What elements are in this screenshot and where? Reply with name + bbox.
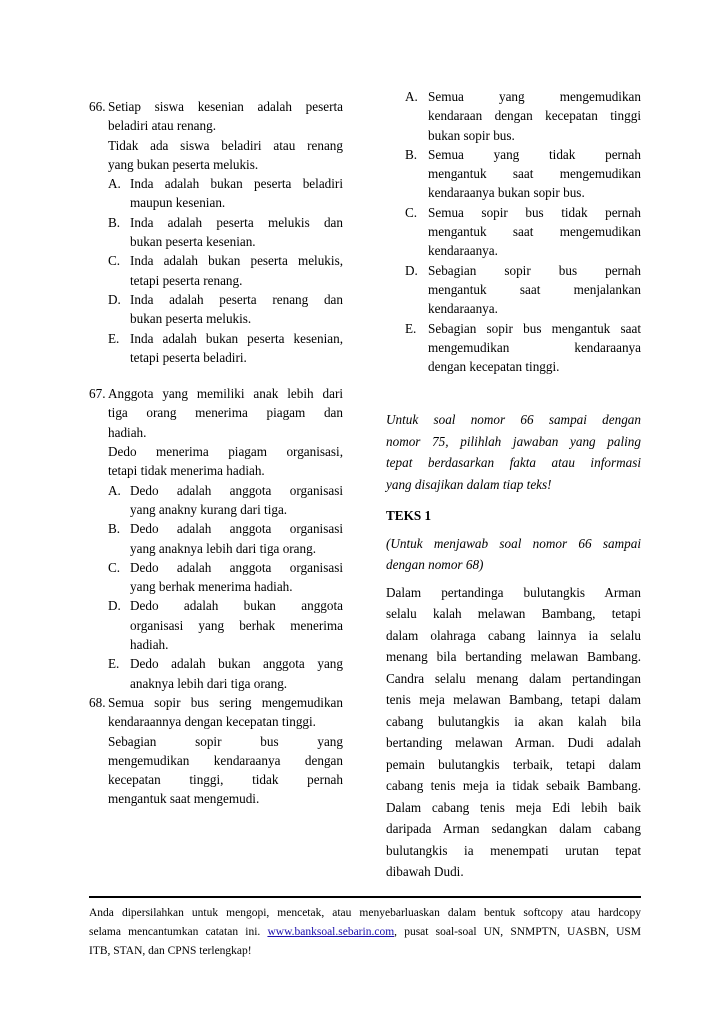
option-letter: D. (108, 291, 121, 307)
option-67-a (108, 481, 343, 520)
left-column (89, 97, 343, 809)
option-line: Dedo adalah bukan anggota (130, 598, 343, 614)
option-letter: D. (405, 262, 418, 278)
passage-line: Dalam pertandinga bulutangkis Arman (386, 584, 641, 600)
passage-line: bulutangkis ia menempati urutan tepat (386, 842, 641, 858)
question-stem-line: mengantuk saat mengemudi. (108, 791, 260, 807)
option-line: Dedo adalah anggota organisasi (130, 559, 343, 575)
option-line: Semua yang tidak pernah (428, 146, 641, 162)
question-stem-line: mengemudikan kendaraanya dengan (108, 752, 343, 768)
footer-text: , pusat soal-soal UN, SNMPTN, UASBN, USM (394, 926, 641, 938)
question-stem-line: tetapi tidak menerima hadiah. (108, 463, 265, 479)
option-letter: A. (405, 89, 418, 104)
option-line: kendaraanya. (428, 301, 498, 317)
passage (386, 582, 641, 883)
option-67-e (108, 654, 343, 693)
option-67-b (108, 519, 343, 558)
option-letter: E. (108, 656, 120, 672)
option-67-d (108, 596, 343, 654)
option-line: yang berhak menerima hadiah. (130, 579, 293, 595)
question-number: 66. (89, 99, 106, 114)
option-68-e (405, 319, 641, 377)
option-line: anaknya lebih dari tiga orang. (130, 675, 288, 691)
option-letter: B. (108, 521, 121, 537)
option-line: mengantuk saat mengemudikan (428, 166, 641, 182)
option-line: kendaraanya bukan sopir bus. (428, 185, 585, 201)
passage-line: tenis meja melawan Bambang, tetapi dalam (386, 692, 641, 707)
question-stem-line: kendaraannya dengan kecepatan tinggi. (108, 714, 316, 730)
option-letter: A. (108, 482, 121, 498)
option-line: mengantuk saat menjalankan (428, 281, 641, 297)
passage-line: daripada Arman sedangkan dalam cabang (386, 821, 641, 836)
option-letter: C. (108, 559, 121, 575)
option-68-c (405, 203, 641, 261)
option-line: hadiah. (130, 637, 169, 653)
passage-line: dalam olahraga cabang lainnya ia selalu (386, 627, 641, 643)
question-stem-line: Sebagian sopir bus yang (108, 733, 343, 749)
question-number: 68. (89, 694, 106, 710)
option-66-c (108, 251, 343, 290)
teks-note-line: (Untuk menjawab soal nomor 66 sampai (386, 535, 641, 551)
option-letter: D. (108, 598, 121, 614)
option-66-e (108, 329, 343, 368)
option-line: Dedo adalah anggota organisasi (130, 521, 343, 537)
option-line: dengan kecepatan tinggi. (428, 359, 560, 375)
question-stem-line: yang bukan peserta melukis. (108, 156, 259, 172)
option-line: Sebagian sopir bus mengantuk saat (428, 320, 641, 336)
right-column-text (386, 409, 641, 883)
option-line: bukan peserta kesenian. (130, 234, 256, 250)
option-line: kendaraanya. (428, 243, 498, 259)
passage-line: cabang bulutangkis ia akan kalah bila (386, 713, 641, 729)
option-letter: E. (108, 330, 120, 346)
question-stem-line: Anggota yang memiliki anak lebih dari (108, 386, 343, 402)
option-letter: C. (405, 204, 418, 220)
passage-line: Candra selalu menang dalam pertandingan (386, 670, 641, 686)
option-68-b (405, 145, 641, 203)
footer-divider (89, 896, 641, 898)
option-line: kendaraan dengan kecepatan tinggi (428, 108, 641, 124)
teks-note-line: dengan nomor 68) (386, 557, 484, 572)
footer-line: Anda dipersilahkan untuk mengopi, mencetak, atau menyebarluaskan dalam bentuk softcopy atau hardcopy (89, 907, 641, 919)
option-line: bukan sopir bus. (428, 127, 515, 143)
option-line: Dedo adalah anggota organisasi (130, 482, 343, 498)
option-line: organisasi yang berhak menerima (130, 617, 343, 633)
footer-text: selama mencantumkan catatan ini. (89, 926, 268, 938)
option-68-a (405, 87, 641, 145)
passage-line: bertanding melawan Arman. Dudi adalah (386, 735, 641, 750)
option-line: Sebagian sopir bus pernah (428, 262, 641, 278)
question-stem-line: Setiap siswa kesenian adalah peserta (108, 99, 343, 114)
question-68 (89, 693, 343, 809)
question-stem-line: Dedo menerima piagam organisasi, (108, 444, 343, 460)
question-stem-line: beladiri atau renang. (108, 118, 217, 134)
option-66-a (108, 174, 343, 213)
question-66 (89, 97, 343, 174)
passage-line: dibawah Dudi. (386, 864, 464, 879)
option-line: Inda adalah peserta melukis dan (130, 214, 343, 230)
instruction-line: tepat berdasarkan fakta atau informasi (386, 455, 641, 470)
option-line: Dedo adalah bukan anggota yang (130, 656, 343, 672)
option-66-b (108, 213, 343, 252)
option-letter: E. (405, 320, 417, 336)
passage-line: pemain bulutangkis terbaik, tetapi dalam (386, 756, 641, 772)
question-67 (89, 384, 343, 480)
passage-line: menang bila bertanding melawan Bambang. (386, 649, 641, 664)
instruction-line: Untuk soal nomor 66 sampai dengan (386, 412, 641, 427)
option-letter: B. (108, 214, 121, 230)
footer-line: ITB, STAN, dan CPNS terlengkap! (89, 945, 252, 957)
option-67-c (108, 558, 343, 597)
option-line: Inda adalah bukan peserta beladiri (130, 176, 343, 192)
option-line: tetapi peserta beladiri. (130, 349, 247, 365)
option-line: Inda adalah peserta renang dan (130, 291, 343, 307)
instruction-line: nomor 75, pilihlah jawaban yang paling (386, 433, 641, 449)
option-line: mengantuk saat mengemudikan (428, 224, 641, 240)
banksoal-link[interactable]: www.banksoal.sebarin.com (267, 926, 395, 938)
question-stem-line: Semua sopir bus sering mengemudikan (108, 694, 343, 710)
question-stem-line: hadiah. (108, 424, 147, 440)
footer-line (89, 923, 641, 942)
instructions (386, 409, 641, 495)
option-66-d (108, 290, 343, 329)
passage-line: Dalam cabang tenis meja Edi lebih baik (386, 799, 641, 815)
option-line: yang anakny kurang dari tiga. (130, 501, 288, 517)
option-line: maupun kesenian. (130, 195, 226, 211)
option-letter: B. (405, 146, 418, 162)
option-line: yang anaknya lebih dari tiga orang. (130, 540, 317, 556)
instruction-line: yang disajikan dalam tiap teks! (386, 476, 552, 492)
option-line: Semua sopir bus tidak pernah (428, 204, 641, 220)
option-letter: A. (108, 176, 121, 192)
option-line: Semua yang mengemudikan (428, 89, 641, 104)
option-line: Inda adalah bukan peserta melukis, (130, 253, 343, 269)
question-stem-line: Tidak ada siswa beladiri atau renang (108, 137, 343, 153)
footer (89, 904, 641, 961)
option-line: bukan peserta melukis. (130, 311, 252, 327)
question-stem-line: kecepatan tinggi, tidak pernah (108, 772, 343, 788)
option-68-d (405, 261, 641, 319)
passage-line: cabang tenis meja ia tidak sebaik Bambang. (386, 778, 641, 793)
option-line: Inda adalah bukan peserta kesenian, (130, 330, 343, 346)
option-line: mengemudikan kendaraanya (428, 339, 641, 355)
question-number: 67. (89, 386, 106, 402)
option-line: tetapi peserta renang. (130, 272, 243, 288)
teks-title: TEKS 1 (386, 508, 432, 523)
passage-line: selalu kalah melawan Bambang, tetapi (386, 606, 641, 621)
question-stem-line: tiga orang menerima piagam dan (108, 405, 343, 421)
right-column-options (405, 87, 641, 376)
teks-note (386, 533, 641, 576)
option-letter: C. (108, 253, 121, 269)
